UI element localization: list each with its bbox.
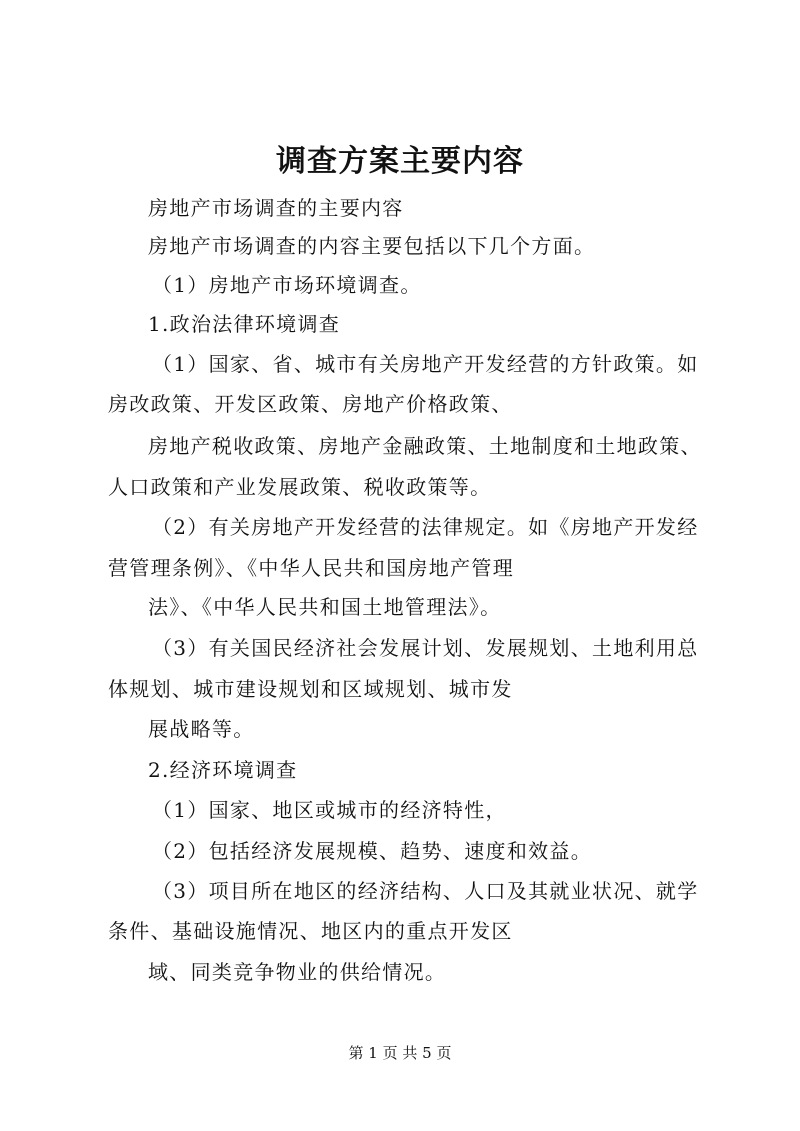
body-line: （1）国家、地区或城市的经济特性， (152, 798, 507, 822)
body-line: 房地产税收政策、房地产金融政策、土地制度和土地政策、 (148, 434, 702, 458)
body-line: 房地产市场调查的内容主要包括以下几个方面。 (148, 234, 596, 258)
body-line: （3）项目所在地区的经济结构、人口及其就业状况、就学 (152, 879, 699, 903)
body-line: （2）有关房地产开发经营的法律规定。如《房地产开发经 (152, 515, 699, 539)
body-line: （2）包括经济发展规模、趋势、速度和效益。 (152, 839, 593, 863)
body-line: 房地产市场调查的主要内容 (148, 196, 404, 220)
body-line: 房改政策、开发区政策、房地产价格政策、 (108, 392, 513, 416)
body-line: 条件、基础设施情况、地区内的重点开发区 (108, 919, 513, 943)
body-line: （3）有关国民经济社会发展计划、发展规划、土地利用总 (152, 636, 699, 660)
body-line: 法》、《中华人民共和国土地管理法》。 (148, 595, 502, 619)
document-title: 调查方案主要内容 (276, 144, 524, 179)
section-heading: 1.政治法律环境调查 (148, 312, 341, 336)
body-line: 营管理条例》、《中华人民共和国房地产管理 (108, 556, 514, 580)
section-heading: 2.经济环境调查 (148, 758, 298, 782)
body-line: （1）房地产市场环境调查。 (152, 273, 422, 297)
body-line: （1）国家、省、城市有关房地产开发经营的方针政策。如 (152, 352, 699, 376)
body-line: 人口政策和产业发展政策、税收政策等。 (108, 475, 492, 499)
body-line: 域、同类竞争物业的供给情况。 (148, 960, 447, 984)
body-line: 展战略等。 (148, 717, 255, 741)
body-line: 体规划、城市建设规划和区域规划、城市发 (108, 677, 513, 701)
page-number: 第 1 页 共 5 页 (348, 1044, 452, 1062)
